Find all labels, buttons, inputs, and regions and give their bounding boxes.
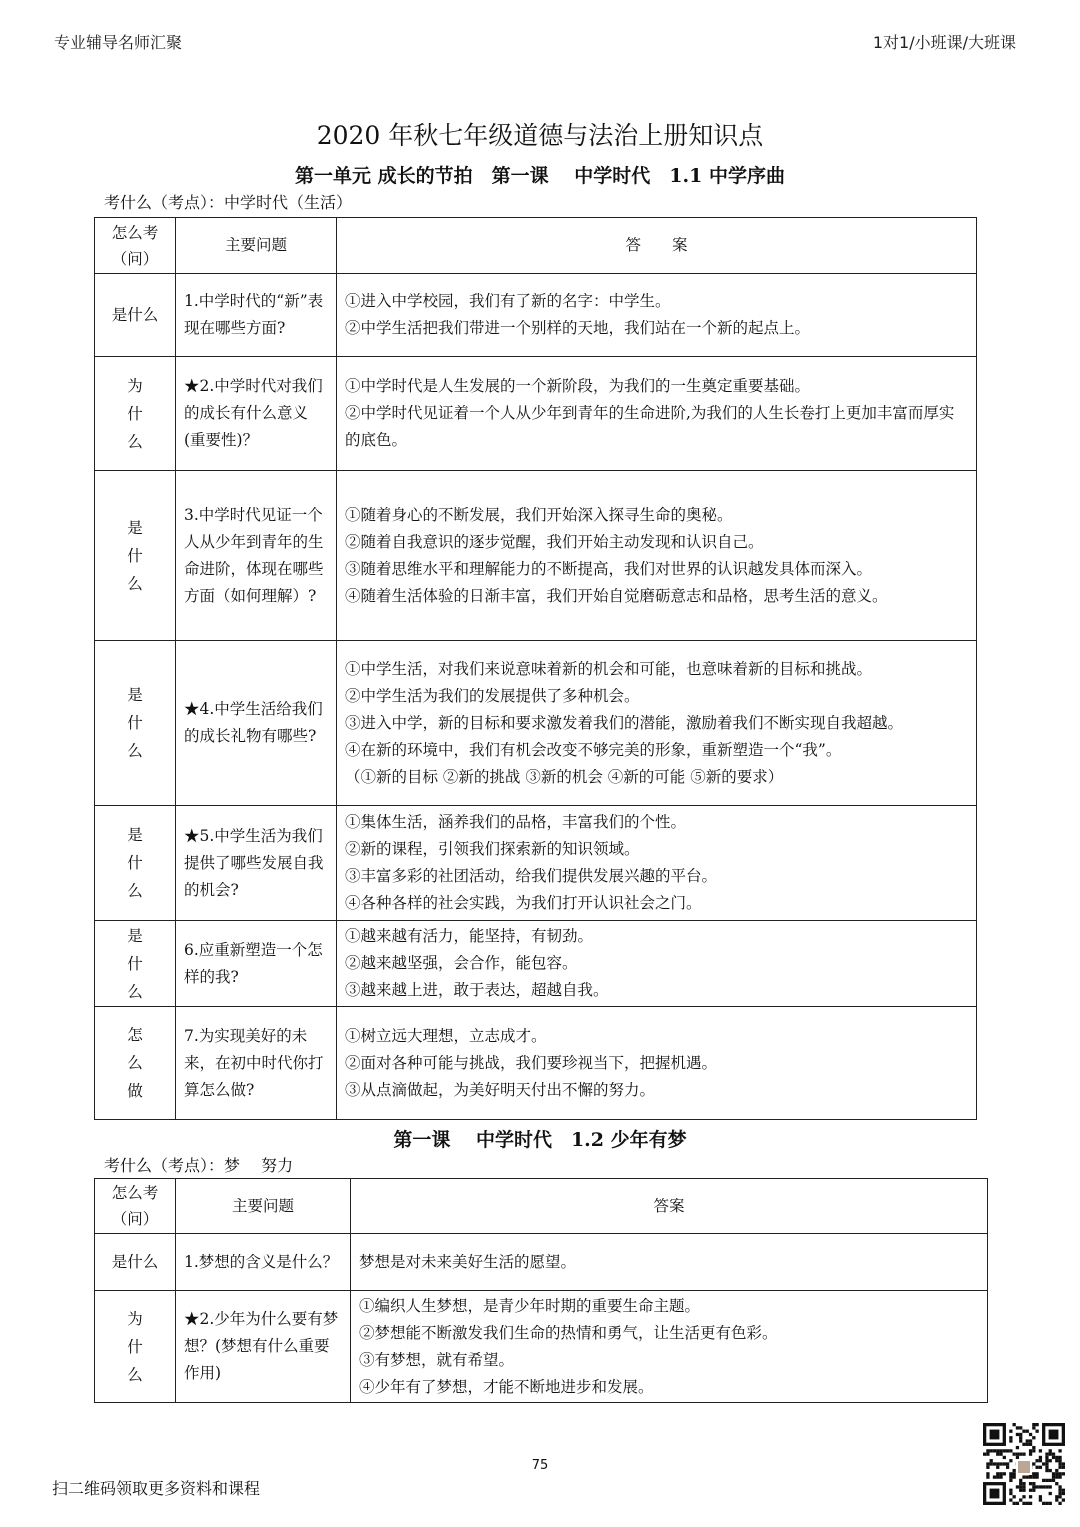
row-question: 1.中学时代的“新”表现在哪些方面?	[176, 274, 337, 357]
section2-title: 第一课 中学时代 1.2 少年有梦	[393, 1129, 687, 1151]
row-how-cell	[95, 471, 176, 641]
table-row	[95, 471, 977, 641]
row-how-cell	[95, 641, 176, 806]
row-answer-cell	[337, 471, 977, 641]
answer-line: （①新的目标 ②新的挑战 ③新的机会 ④新的可能 ⑤新的要求）	[345, 767, 784, 786]
row-answer-cell	[351, 1291, 988, 1403]
row-how-cell	[95, 1007, 176, 1120]
row-answer-cell	[337, 274, 977, 357]
row-how-text: 为什么	[127, 1309, 143, 1384]
answer-line: ③丰富多彩的社团活动，给我们提供发展兴趣的平台。	[345, 867, 718, 885]
answer-line: ④在新的环境中，我们有机会改变不够完美的形象，重新塑造一个“我”。	[345, 740, 842, 759]
answer-line: ②新的课程，引领我们探索新的知识领域。	[345, 840, 640, 858]
row-how-cell	[95, 1234, 176, 1291]
answer-line: ①随着身心的不断发展，我们开始深入探寻生命的奥秘。	[345, 505, 733, 524]
row-question: ★2.少年为什么要有梦想？(梦想有什么重要作用)	[176, 1291, 351, 1403]
header-left-text: 专业辅导名师汇聚	[54, 33, 183, 52]
page-number: 75	[531, 1458, 549, 1473]
row-question: ★2.中学时代对我们的成长有什么意义(重要性)？	[176, 357, 337, 471]
answer-line: ①越来越有活力，能坚持，有韧劲。	[345, 927, 594, 945]
row-question: 7.为实现美好的未来，在初中时代你打算怎么做?	[176, 1007, 337, 1120]
answer-line: ②梦想能不断激发我们生命的热情和勇气，让生活更有色彩。	[359, 1323, 778, 1342]
header-answer: 答 案	[337, 218, 977, 274]
knowledge-table-1	[94, 217, 977, 1120]
answer-line: ④随着生活体验的日渐丰富，我们开始自觉磨砺意志和品格，思考生活的意义。	[345, 586, 888, 605]
table-row	[95, 806, 977, 921]
table-header-row	[95, 218, 977, 274]
row-answer-cell	[337, 641, 977, 806]
header-how: 怎么考（问）	[95, 1179, 176, 1234]
qr-code-icon[interactable]	[983, 1420, 1065, 1508]
answer-line: ③有梦想，就有希望。	[359, 1350, 515, 1369]
answer-line: ②面对各种可能与挑战，我们要珍视当下，把握机遇。	[345, 1053, 718, 1072]
answer-line: ①集体生活，涵养我们的品格，丰富我们的个性。	[345, 813, 687, 831]
answer-line: ①中学生活，对我们来说意味着新的机会和可能，也意味着新的目标和挑战。	[345, 659, 873, 678]
row-how-text: 为什么	[127, 376, 143, 451]
row-question: 6.应重新塑造一个怎样的我?	[176, 921, 337, 1007]
table-row	[95, 1234, 988, 1291]
knowledge-table-2	[94, 1178, 988, 1403]
row-how-text: 是什么	[127, 686, 143, 760]
header-question: 主要问题	[176, 218, 337, 274]
table-row	[95, 641, 977, 806]
answer-line: ①中学时代是人生发展的一个新阶段，为我们的一生奠定重要基础。	[345, 377, 811, 395]
exam-point-1: 考什么（考点）：中学时代（生活）	[104, 193, 353, 212]
row-question: ★5.中学生活为我们提供了哪些发展自我的机会?	[176, 806, 337, 921]
answer-line: ②中学生活为我们的发展提供了多种机会。	[345, 686, 640, 705]
answer-line: ①编织人生梦想，是青少年时期的重要生命主题。	[359, 1296, 701, 1315]
row-how-cell	[95, 806, 176, 921]
unit-title: 第一单元 成长的节拍 第一课 中学时代 1.1 中学序曲	[295, 165, 785, 187]
table-row	[95, 1007, 977, 1120]
answer-line: ②中学时代见证着一个人从少年到青年的生命进阶,为我们的人生长卷打上更加丰富而厚实的底色。	[345, 404, 955, 449]
table-row	[95, 1291, 988, 1403]
table-row	[95, 274, 977, 357]
row-how-text: 是什么	[111, 305, 159, 324]
answer-line: ④少年有了梦想，才能不断地进步和发展。	[359, 1377, 654, 1396]
answer-line: ③随着思维水平和理解能力的不断提高，我们对世界的认识越发具体而深入。	[345, 559, 873, 578]
answer-line: ③进入中学，新的目标和要求激发着我们的潜能，激励着我们不断实现自我超越。	[345, 713, 904, 732]
footer-text: 扫二维码领取更多资料和课程	[52, 1479, 261, 1498]
row-how-text: 是什么	[111, 1252, 159, 1271]
answer-line: ③越来越上进，敢于表达，超越自我。	[345, 981, 609, 999]
table-row	[95, 357, 977, 471]
answer-line: ④各种各样的社会实践，为我们打开认识社会之门。	[345, 894, 702, 912]
row-question: ★4.中学生活给我们的成长礼物有哪些?	[176, 641, 337, 806]
row-answer-cell	[337, 921, 977, 1007]
row-how-cell	[95, 274, 176, 357]
row-how-text: 是什么	[127, 518, 143, 593]
answer-line: ②随着自我意识的逐步觉醒，我们开始主动发现和认识自己。	[345, 532, 764, 551]
row-how-cell	[95, 921, 176, 1007]
answer-line: ③从点滴做起，为美好明天付出不懈的努力。	[345, 1080, 656, 1099]
row-how-text: 怎么做	[127, 1026, 143, 1100]
row-question: 1.梦想的含义是什么？	[176, 1234, 351, 1291]
answer-line: ①树立远大理想，立志成才。	[345, 1026, 547, 1045]
row-question: 3.中学时代见证一个人从少年到青年的生命进阶，体现在哪些方面（如何理解）?	[176, 471, 337, 641]
row-answer-cell	[337, 806, 977, 921]
row-answer-cell	[337, 357, 977, 471]
answer-line: ②中学生活把我们带进一个别样的天地，我们站在一个新的起点上。	[345, 319, 811, 337]
row-answer-cell	[351, 1234, 988, 1291]
answer-line: 梦想是对未来美好生活的愿望。	[359, 1252, 577, 1271]
exam-point-2: 考什么（考点）：梦 努力	[104, 1156, 294, 1175]
answer-line: ①进入中学校园，我们有了新的名字：中学生。	[345, 292, 671, 310]
header-question: 主要问题	[176, 1179, 351, 1234]
row-how-cell	[95, 357, 176, 471]
table-row	[95, 921, 977, 1007]
header-how: 怎么考（问）	[95, 218, 176, 274]
document-title: 2020 年秋七年级道德与法治上册知识点	[316, 121, 764, 150]
row-how-text: 是什么	[127, 926, 143, 1001]
header-answer: 答案	[351, 1179, 988, 1234]
row-answer-cell	[337, 1007, 977, 1120]
answer-line: ②越来越坚强，会合作，能包容。	[345, 954, 578, 972]
row-how-text: 是什么	[127, 826, 143, 900]
header-right-text: 1对1/小班课/大班课	[872, 33, 1016, 52]
row-how-cell	[95, 1291, 176, 1403]
table-header-row	[95, 1179, 988, 1234]
